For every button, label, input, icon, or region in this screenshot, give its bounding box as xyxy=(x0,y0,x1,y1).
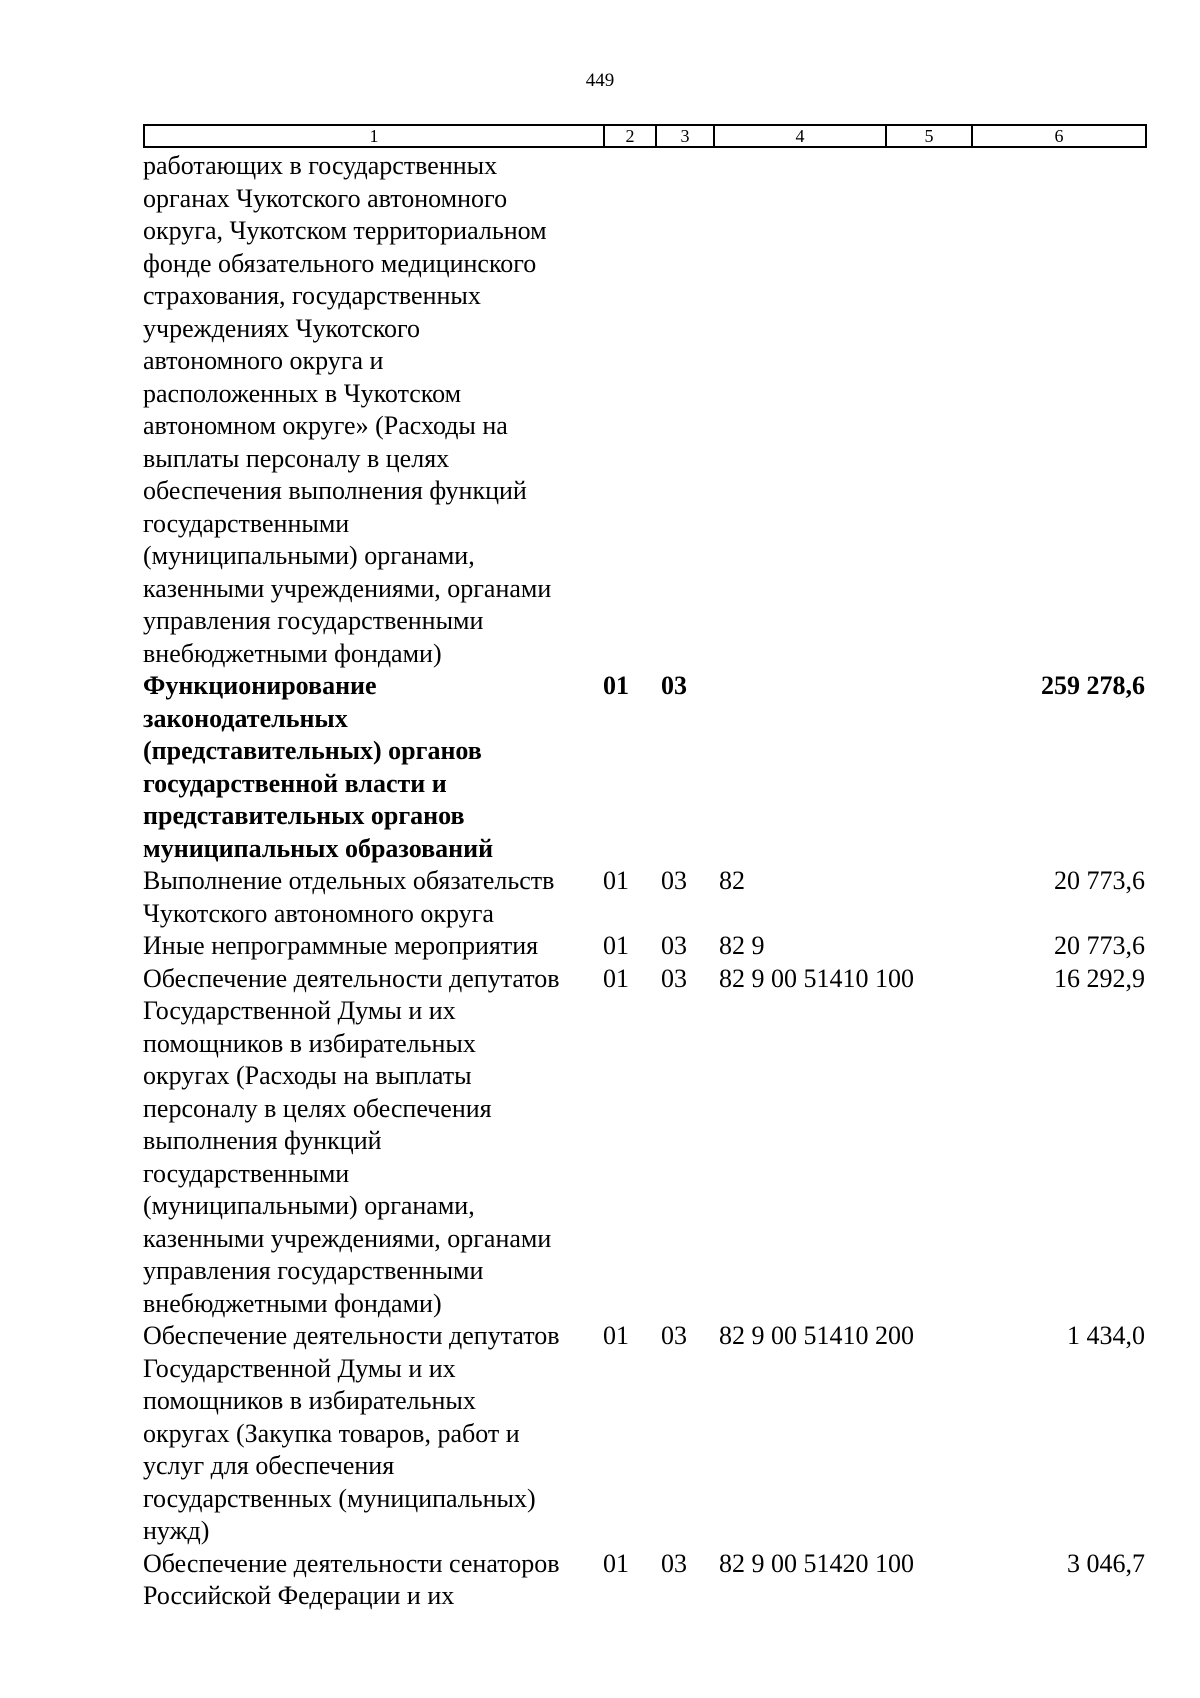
row-name-line: Государственной Думы и их xyxy=(143,1353,456,1383)
row-name-line: казенными учреждениями, органами xyxy=(143,573,552,603)
row-code: 82 xyxy=(719,866,745,895)
row-name-line: (муниципальными) органами, xyxy=(143,1191,475,1220)
row-name-line: автономного округа и xyxy=(143,346,384,375)
row-name-line: представительных органов xyxy=(143,801,465,830)
row-subsection: 03 xyxy=(661,931,687,960)
row-name-line: обеспечения выполнения функций xyxy=(143,476,527,505)
row-amount: 1 434,0 xyxy=(1067,1321,1145,1350)
row-name-line: Функционирование xyxy=(143,671,377,700)
table-row xyxy=(143,963,1145,1321)
row-name-line: внебюджетными фондами) xyxy=(143,1288,442,1318)
row-section: 01 xyxy=(603,1321,629,1350)
row-section: 01 xyxy=(603,931,629,960)
row-name-line: внебюджетными фондами) xyxy=(143,638,442,668)
row-name xyxy=(143,150,603,670)
row-name-line: нужд) xyxy=(143,1516,210,1545)
row-name-line: персоналу в целях обеспечения xyxy=(143,1093,492,1123)
table-row xyxy=(143,1320,1145,1548)
row-name-line: помощников в избирательных xyxy=(143,1386,476,1415)
row-name-line: государственными xyxy=(143,508,350,538)
row-amount: 20 773,6 xyxy=(1054,931,1145,960)
row-name-line: страхования, государственных xyxy=(143,281,481,310)
row-name-line: органах Чукотского автономного xyxy=(143,183,508,213)
header-col-2: 2 xyxy=(604,125,656,147)
row-section xyxy=(603,150,661,670)
row-name-line: казенными учреждениями, органами xyxy=(143,1223,552,1253)
column-number-header xyxy=(143,124,1147,148)
header-col-4: 4 xyxy=(714,125,886,147)
row-name-line: округа, Чукотском территориальном xyxy=(143,216,547,245)
row-code: 82 9 00 51410 200 xyxy=(719,1321,914,1350)
table-row xyxy=(143,930,1145,963)
row-name-line: Обеспечение деятельности депутатов xyxy=(143,1321,560,1350)
table-row xyxy=(143,1548,1145,1613)
header-col-1: 1 xyxy=(144,125,604,147)
budget-table-body xyxy=(143,150,1145,1613)
row-name-line: (представительных) органов xyxy=(143,736,482,765)
row-section: 01 xyxy=(603,671,629,700)
row-amount xyxy=(1005,150,1145,670)
row-name-line: Выполнение отдельных обязательств xyxy=(143,866,555,895)
row-code: 82 9 00 51420 100 xyxy=(719,1548,914,1578)
row-name-line: Государственной Думы и их xyxy=(143,996,456,1025)
row-amount: 3 046,7 xyxy=(1067,1548,1145,1578)
row-name-line: расположенных в Чукотском xyxy=(143,378,462,408)
row-subsection: 03 xyxy=(661,671,687,700)
table-row xyxy=(143,865,1145,930)
row-name-line: муниципальных образований xyxy=(143,833,494,863)
row-amount: 259 278,6 xyxy=(1041,671,1145,700)
row-name-line: учреждениях Чукотского xyxy=(143,313,421,343)
row-name-line: Обеспечение деятельности депутатов xyxy=(143,963,560,993)
row-amount: 20 773,6 xyxy=(1054,866,1145,895)
row-name-line: Обеспечение деятельности сенаторов xyxy=(143,1548,560,1578)
row-subsection: 03 xyxy=(661,1321,687,1350)
header-col-3: 3 xyxy=(656,125,714,147)
row-section: 01 xyxy=(603,866,629,895)
row-code: 82 9 xyxy=(719,931,765,960)
row-name-line: выполнения функций xyxy=(143,1126,382,1155)
row-name-line: фонде обязательного медицинского xyxy=(143,248,537,278)
row-subsection: 03 xyxy=(661,866,687,895)
row-name xyxy=(143,1320,603,1548)
row-name-line: автономном округе» (Расходы на xyxy=(143,411,508,440)
row-name-line: законодательных xyxy=(143,703,348,733)
header-col-6: 6 xyxy=(972,125,1146,147)
row-name-line: Чукотского автономного округа xyxy=(143,898,494,928)
row-name-line: государственной власти и xyxy=(143,768,447,798)
header-row xyxy=(144,125,1146,147)
table-row xyxy=(143,150,1145,670)
row-subsection: 03 xyxy=(661,1548,687,1578)
row-name-line: управления государственными xyxy=(143,606,484,635)
row-name xyxy=(143,963,603,1321)
row-name-line: выплаты персоналу в целях xyxy=(143,443,450,473)
row-name-line: управления государственными xyxy=(143,1256,484,1285)
table-row xyxy=(143,670,1145,865)
row-name xyxy=(143,865,603,930)
row-section: 01 xyxy=(603,1548,629,1578)
row-name-line: округах (Закупка товаров, работ и xyxy=(143,1418,520,1448)
row-subsection: 03 xyxy=(661,963,687,993)
row-name-line: (муниципальными) органами, xyxy=(143,541,475,570)
row-code xyxy=(719,670,1005,865)
row-section: 01 xyxy=(603,963,629,993)
page-number: 449 xyxy=(585,70,615,91)
row-name xyxy=(143,670,603,865)
row-name-line: Российской Федерации и их xyxy=(143,1581,455,1610)
row-code xyxy=(719,150,1005,670)
row-name-line: Иные непрограммные мероприятия xyxy=(143,931,539,960)
row-name xyxy=(143,1548,603,1613)
row-name-line: услуг для обеспечения xyxy=(143,1451,395,1480)
row-name-line: помощников в избирательных xyxy=(143,1028,476,1058)
row-name-line: работающих в государственных xyxy=(143,151,498,180)
row-name-line: государственных (муниципальных) xyxy=(143,1483,536,1513)
row-name-line: округах (Расходы на выплаты xyxy=(143,1061,472,1090)
row-amount: 16 292,9 xyxy=(1054,963,1145,993)
header-col-5: 5 xyxy=(886,125,972,147)
row-name xyxy=(143,930,603,963)
row-name-line: государственными xyxy=(143,1158,350,1188)
row-subsection xyxy=(661,150,719,670)
row-code: 82 9 00 51410 100 xyxy=(719,963,914,993)
